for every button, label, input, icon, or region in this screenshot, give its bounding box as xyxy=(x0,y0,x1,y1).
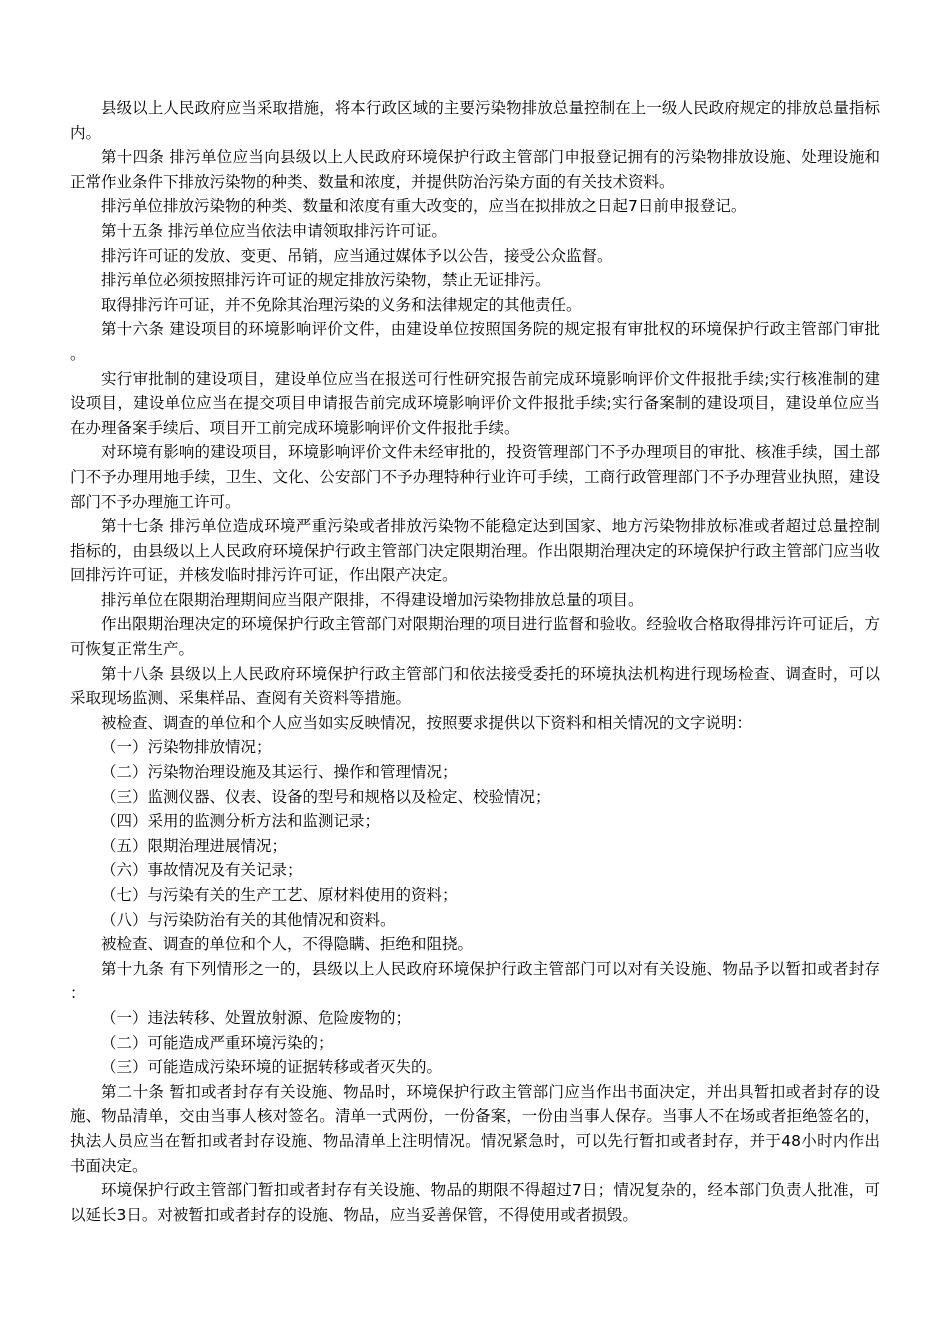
paragraph-article-19: 第十九条 有下列情形之一的，县级以上人民政府环境保护行政主管部门可以对有关设施、物品予以暂扣或者封存： xyxy=(70,959,880,1003)
paragraph-article-17-acceptance: 作出限期治理决定的环境保护行政主管部门对限期治理的项目进行监督和验收。经验收合格取得排污许可证后，方可恢复正常生产。 xyxy=(70,615,880,659)
list-item-article-18-6: （六）事故情况及有关记录； xyxy=(101,861,303,880)
paragraph-article-17: 第十七条 排污单位造成环境严重污染或者排放污染物不能稳定达到国家、地方污染物排放标准或者超过总量控制指标的，由县级以上人民政府环境保护行政主管部门决定限期治理。作出限期治理决定的环境保护行政主管部门应当收回排污许可证，并核发临时排污许可证，作出限产决定。 xyxy=(70,517,880,585)
list-item-article-18-3: （三）监测仪器、仪表、设备的型号和规格以及检定、校验情况； xyxy=(101,787,551,806)
paragraph-article-17-restriction: 排污单位在限期治理期间应当限产限排，不得建设增加污染物排放总量的项目。 xyxy=(101,590,644,609)
list-item-article-18-1: （一）污染物排放情况； xyxy=(101,738,272,757)
list-item-article-18-2: （二）污染物治理设施及其运行、操作和管理情况； xyxy=(101,763,458,782)
list-item-article-18-4: （四）采用的监测分析方法和监测记录； xyxy=(101,812,381,831)
paragraph-article-16: 第十六条 建设项目的环境影响评价文件，由建设单位按照国务院的规定报有审批权的环境保护行政主管部门审批。 xyxy=(70,320,880,363)
list-item-article-18-8: （八）与污染防治有关的其他情况和资料。 xyxy=(101,910,396,929)
paragraph-article-20-period: 环境保护行政主管部门暂扣或者封存有关设施、物品的期限不得超过7日；情况复杂的，经本部门负责人批准，可以延长3日。对被暂扣或者封存的设施、物品，应当妥善保管，不得使用或者损毁。 xyxy=(70,1181,880,1224)
paragraph-article-14: 第十四条 排污单位应当向县级以上人民政府环境保护行政主管部门申报登记拥有的污染物排放设施、处理设施和正常作业条件下排放污染物的种类、数量和浓度，并提供防治污染方面的有关技术资料。 xyxy=(70,148,880,191)
paragraph-article-16-procedures: 实行审批制的建设项目，建设单位应当在报送可行性研究报告前完成环境影响评价文件报批手续;实行核准制的建设项目，建设单位应当在提交项目申请报告前完成环境影响评价文件报批手续;实行备案制的建设项目，建设单位应当在办理备案手续后、项目开工前完成环境影响评价文件报批手续。 xyxy=(70,369,880,437)
paragraph-article-15: 第十五条 排污单位应当依法申请领取排污许可证。 xyxy=(101,221,447,240)
paragraph-article-15-permit-required: 排污单位必须按照排污许可证的规定排放污染物，禁止无证排污。 xyxy=(101,271,551,290)
list-item-article-18-5: （五）限期治理进展情况； xyxy=(101,836,288,855)
paragraph-article-14-change: 排污单位排放污染物的种类、数量和浓度有重大改变的，应当在拟排放之日起7日前申报登记。 xyxy=(101,197,747,216)
paragraph-article-18-disclosure: 被检查、调查的单位和个人应当如实反映情况，按照要求提供以下资料和相关情况的文字说明： xyxy=(101,713,753,732)
document-page xyxy=(70,96,880,1227)
paragraph-total-emission-control: 县级以上人民政府应当采取措施，将本行政区域的主要污染物排放总量控制在上一级人民政府规定的排放总量指标内。 xyxy=(70,99,880,142)
paragraph-article-18-no-obstruction: 被检查、调查的单位和个人，不得隐瞒、拒绝和阻挠。 xyxy=(101,935,474,954)
paragraph-article-16-unapproved: 对环境有影响的建设项目，环境影响评价文件未经审批的，投资管理部门不予办理项目的审批、核准手续，国土部门不予办理用地手续，卫生、文化、公安部门不予办理特种行业许可手续，工商行政管理部门不予办理营业执照，建设部门不予办理施工许可。 xyxy=(70,443,880,511)
paragraph-article-20: 第二十条 暂扣或者封存有关设施、物品时，环境保护行政主管部门应当作出书面决定，并出具暂扣或者封存的设施、物品清单，交由当事人核对签名。清单一式两份，一份备案，一份由当事人保存。当事人不在场或者拒绝签名的，执法人员应当在暂扣或者封存设施、物品清单上注明情况。情况紧急时，可以先行暂扣或者封存，并于48小时内作出书面决定。 xyxy=(70,1082,880,1175)
paragraph-article-18: 第十八条 县级以上人民政府环境保护行政主管部门和依法接受委托的环境执法机构进行现场检查、调查时，可以采取现场监测、采集样品、查阅有关资料等措施。 xyxy=(70,664,880,708)
list-item-article-18-7: （七）与污染有关的生产工艺、原材料使用的资料； xyxy=(101,886,458,904)
list-item-article-19-3: （三）可能造成污染环境的证据转移或者灭失的。 xyxy=(101,1058,443,1077)
list-item-article-19-2: （二）可能造成严重环境污染的； xyxy=(101,1033,334,1052)
paragraph-article-15-publicity: 排污许可证的发放、变更、吊销，应当通过媒体予以公告，接受公众监督。 xyxy=(101,246,613,265)
paragraph-article-15-liability: 取得排污许可证，并不免除其治理污染的义务和法律规定的其他责任。 xyxy=(101,295,582,314)
list-item-article-19-1: （一）违法转移、处置放射源、危险废物的； xyxy=(101,1008,412,1027)
